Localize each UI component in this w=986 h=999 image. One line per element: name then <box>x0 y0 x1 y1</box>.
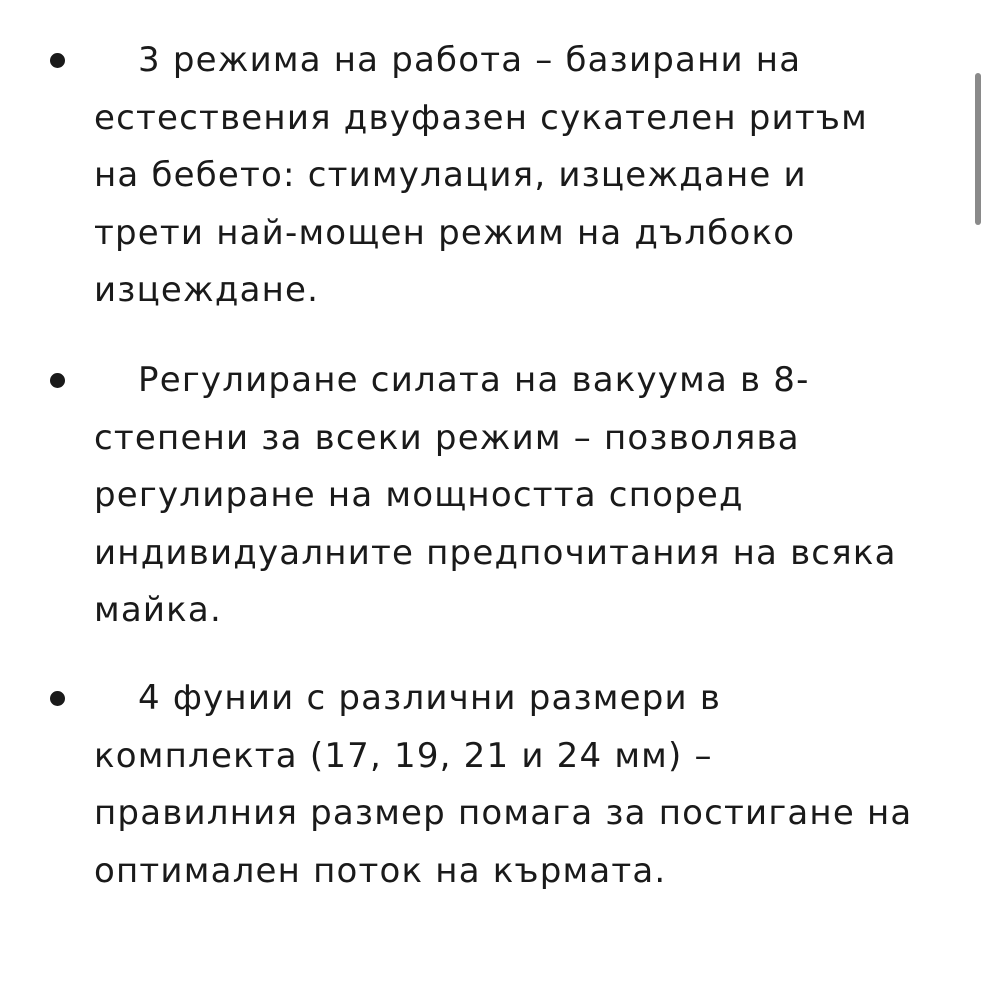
list-item <box>94 352 914 640</box>
list-item <box>94 32 914 320</box>
bullet-dot-icon <box>50 53 65 68</box>
bullet-dot-icon <box>50 373 65 388</box>
scrollbar[interactable] <box>970 0 986 999</box>
scrollbar-thumb[interactable] <box>975 73 981 225</box>
list-item-text: 4 фунии с различни размери в комплекта (17, 19, 21 и 24 мм) – правилния размер помага за постигане на оптимален поток на кърмата. <box>94 678 913 891</box>
list-item-text: Регулиране силата на вакуума в 8-степени за всеки режим – позволява регулиране на мощността според индивидуалните предпочитания на всяка майка. <box>94 360 897 630</box>
list-item-text: 3 режима на работа – базирани на естествения двуфазен сукателен ритъм на бебето: стимулация, изцеждане и трети най-мощен режим на дълбоко изцеждане. <box>94 40 868 310</box>
bullet-dot-icon <box>50 691 65 706</box>
list-item <box>94 670 914 900</box>
